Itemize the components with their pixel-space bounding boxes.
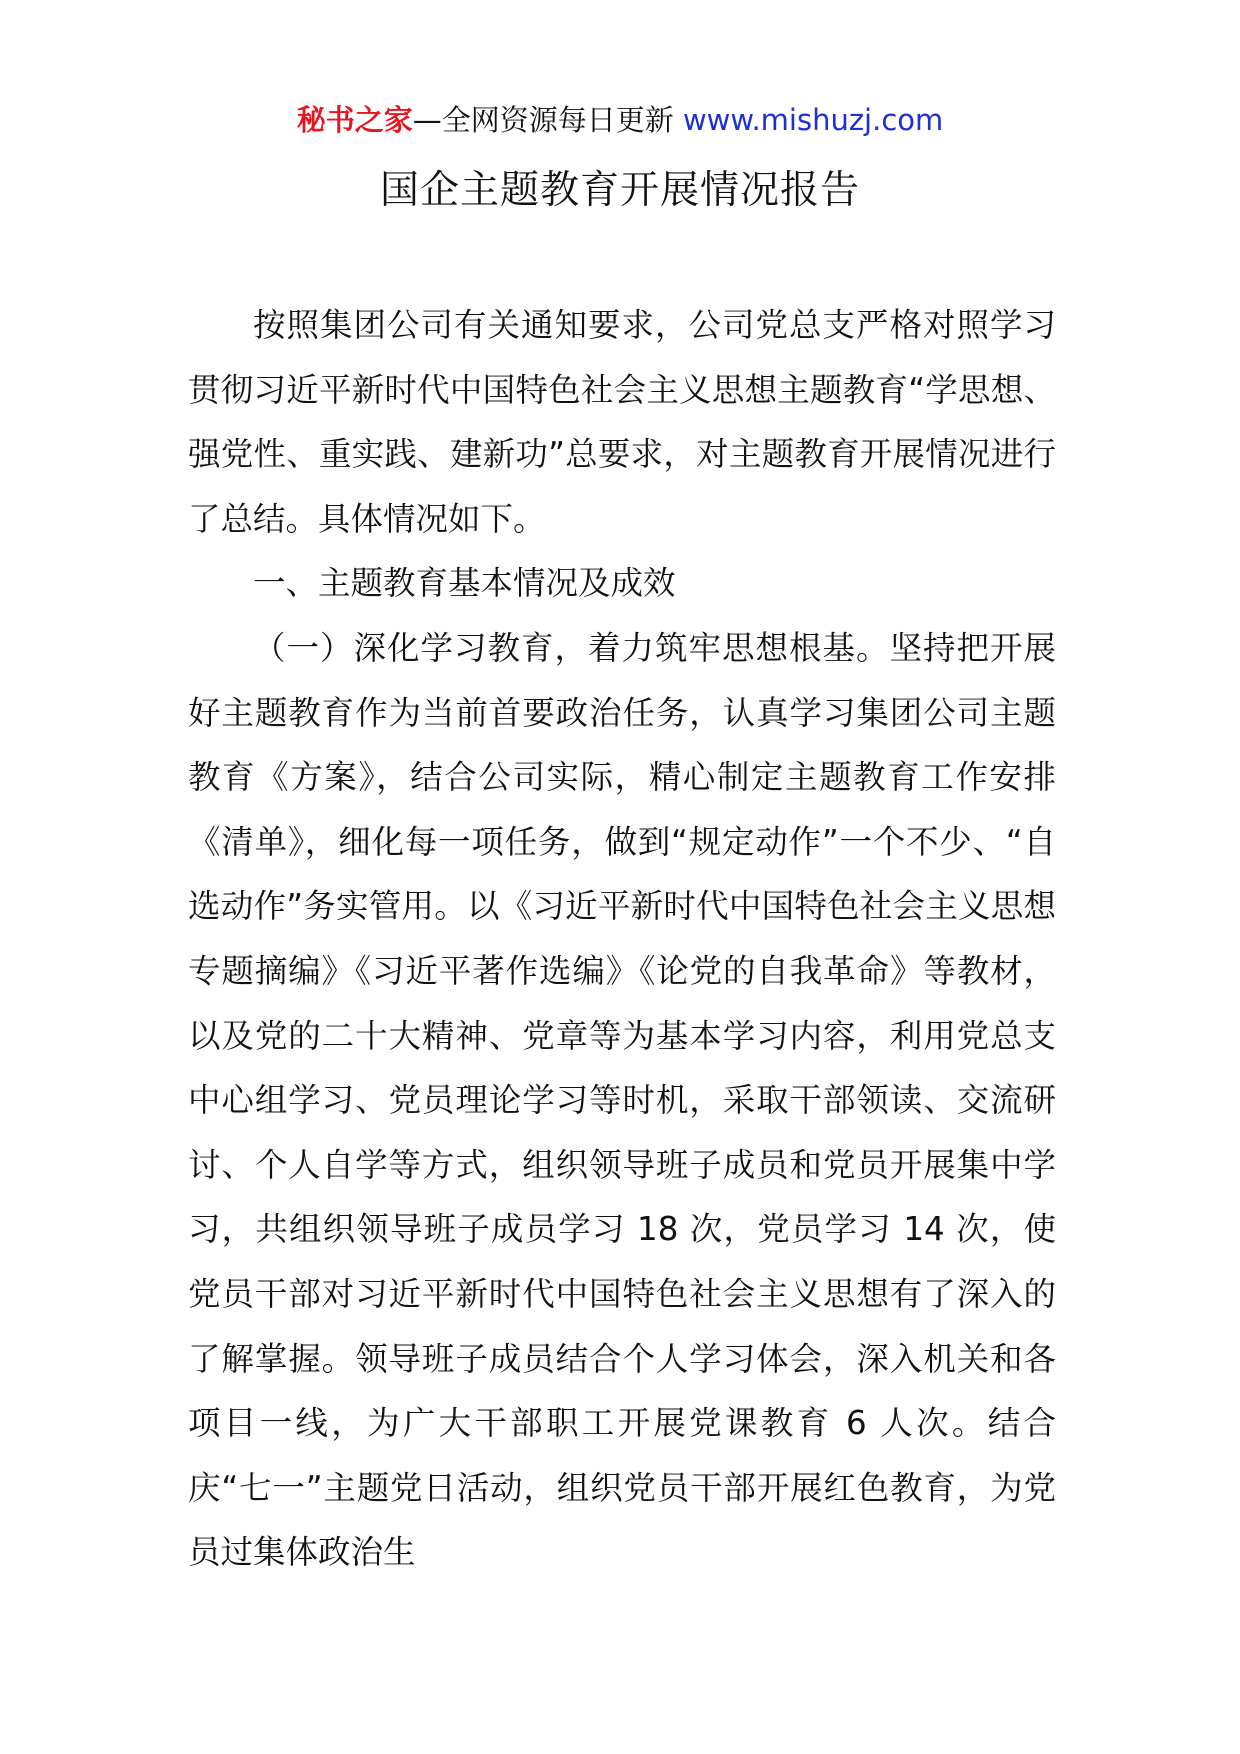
section-heading: 一、主题教育基本情况及成效 — [253, 564, 676, 603]
document-title: 国企主题教育开展情况报告 — [379, 168, 860, 213]
intro-paragraph: 按照集团公司有关通知要求，公司党总支严格对照学习贯彻习近平新时代中国特色社会主义思想主题教育“学思想、强党性、重实践、建新功”总要求，对主题教育开展情况进行了总结。具体情况如下。 — [188, 306, 1056, 538]
site-brand: 秘书之家 — [296, 103, 413, 137]
document-body — [188, 293, 1056, 1585]
site-header — [0, 100, 1240, 140]
body-paragraph: （一）深化学习教育，着力筑牢思想根基。坚持把开展好主题教育作为当前首要政治任务，认真学习集团公司主题教育《方案》，结合公司实际，精心制定主题教育工作安排《清单》，细化每一项任务，做到“规定动作”一个不少、“自选动作”务实管用。以《习近平新时代中国特色社会主义思想专题摘编》《习近平著作选编》《论党的自我革命》等教材，以及党的二十大精神、党章等为基本学习内容，利用党总支中心组学习、党员理论学习等时机，采取干部领读、交流研讨、个人自学等方式，组织领导班子成员和党员开展集中学习，共组织领导班子成员学习 18 次，党员学习 14 次，使党员干部对习近平新时代中国特色社会主义思想有了深入的了解掌握。领导班子成员结合个人学习体会，深入机关和各项目一线，为广大干部职工开展党课教育 6 人次。结合庆“七一”主题党日活动，组织党员干部开展红色教育，为党员过集体政治生 — [188, 628, 1056, 1572]
site-url-link[interactable]: www.mishuzj.com — [682, 103, 944, 137]
site-tagline: —全网资源每日更新 — [412, 103, 683, 137]
